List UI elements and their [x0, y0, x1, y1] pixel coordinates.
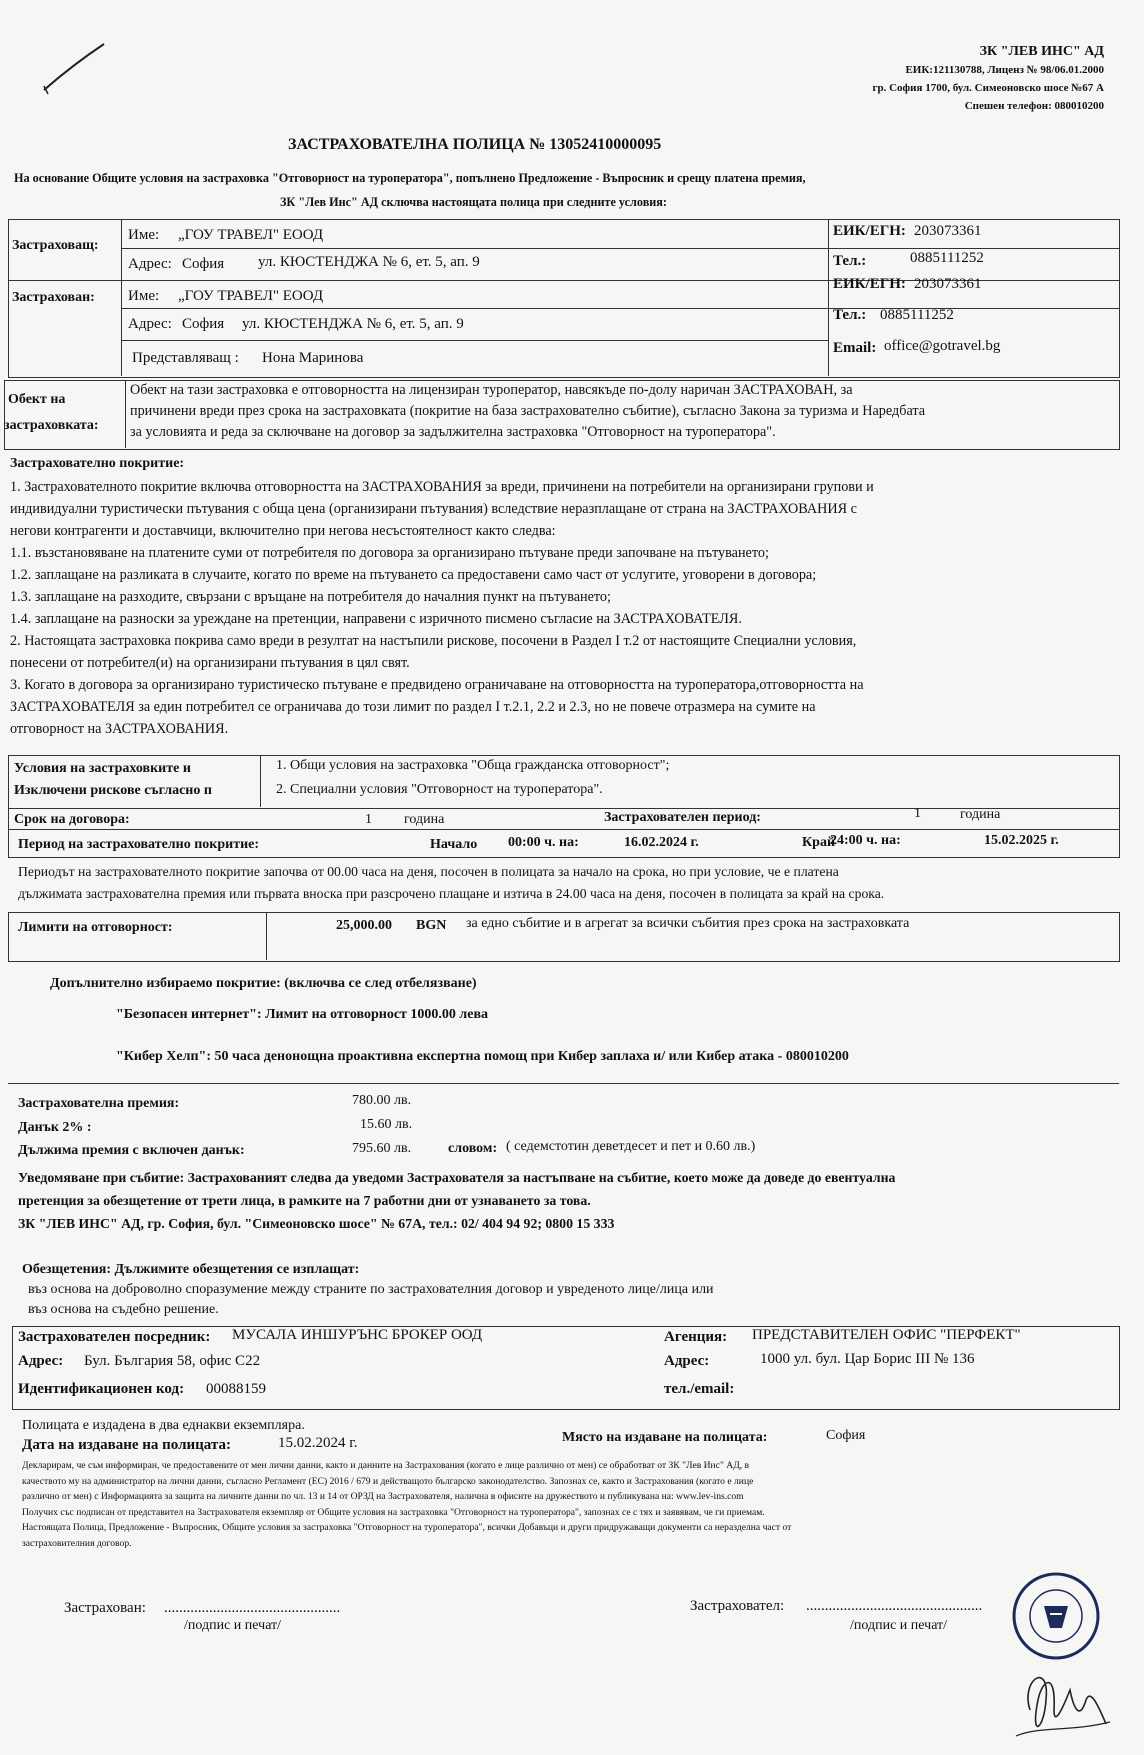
handwritten-signature — [1010, 1640, 1120, 1750]
intro-line-1: На основание Общите условия на застраховка "Отговорност на туроператора", попълнено Предложение - Въпросник и срещу платена премия, — [14, 171, 806, 185]
insured-signature-caption: /подпис и печат/ — [184, 1618, 282, 1633]
due-label: Дължима премия с включен данък: — [18, 1143, 245, 1158]
declaration-line: Декларирам, че съм информиран, че предоставените от мен лични данни, както и данните на Застрахования (когато е лице различно от мен) се обработват от ЗК "Лев Инс" АД, в — [22, 1460, 750, 1471]
insurer-address-street: ул. КЮСТЕНДЖА № 6, ет. 5, ап. 9 — [258, 254, 480, 270]
contract-term-value: 1 — [365, 812, 372, 827]
conditions-label-2: Изключени рискове съгласно п — [14, 783, 212, 798]
company-phone: Спешен телефон: 080010200 — [964, 100, 1104, 112]
company-address: гр. София 1700, бул. Симеоновско шосе №67 А — [872, 82, 1104, 94]
insured-name-label: Име: — [128, 288, 160, 304]
insured-email: office@gotravel.bg — [884, 338, 1001, 354]
broker-address-label: Адрес: — [18, 1353, 64, 1369]
issue-place: София — [826, 1428, 866, 1443]
insurer-signature-dots: ............................................... — [806, 1598, 983, 1614]
insured-tel: 0885111252 — [880, 307, 954, 323]
insured-name: „ГОУ ТРАВЕЛ" ЕООД — [178, 288, 324, 304]
agency-name: ПРЕДСТАВИТЕЛЕН ОФИС "ПЕРФЕКТ" — [752, 1327, 1021, 1343]
agency-label: Агенция: — [664, 1329, 728, 1345]
compensation-line-2: въз основа на съдебно решение. — [28, 1302, 219, 1317]
coverage-line: 1.3. заплащане на разходите, свързани с връщане на потребителя до началния пункт на пътуването; — [10, 589, 611, 605]
premium-value: 780.00 лв. — [352, 1093, 412, 1108]
due-value: 795.60 лв. — [352, 1141, 412, 1156]
declaration-text — [22, 1458, 791, 1551]
insurance-period-label: Застрахователен период: — [604, 810, 761, 825]
insurer-tel: 0885111252 — [910, 250, 984, 266]
compensation-line-1: въз основа на доброволно споразумение между страните по застрахователния договор и увреденото лице/лица или — [28, 1282, 714, 1297]
issue-place-label: Място на издаване на полицата: — [562, 1430, 768, 1445]
conditions-item-2: 2. Специални условия "Отговорност на туроператора". — [276, 782, 603, 797]
issue-date: 15.02.2024 г. — [278, 1435, 358, 1451]
coverage-line: отговорност на ЗАСТРАХОВАНИЯ. — [10, 721, 229, 737]
start-label: Начало — [430, 837, 478, 852]
object-line-2: причинени вреди през срока на застраховката (покритие на база застрахователно събитие), съгласно Закона за туризма и Наредбата — [130, 403, 926, 419]
insurer-tel-label: Тел.: — [833, 253, 867, 269]
issue-copies: Полицата е издадена в два еднакви екземпляра. — [22, 1418, 305, 1433]
intro-line-2: ЗК "Лев Инс" АД сключва настоящата полица при следните условия: — [280, 195, 667, 209]
coverage-line: 1.2. заплащане на разликата в случаите, когато по време на пътуването са предоставени само част от услугите, уговорени в договора; — [10, 567, 817, 583]
insurer-eik: 203073361 — [914, 223, 982, 239]
company-reg: ЕИК:121130788, Лиценз № 98/06.01.2000 — [905, 64, 1104, 76]
limits-label: Лимити на отговорност: — [18, 920, 173, 935]
notice-line-3: ЗК "ЛЕВ ИНС" АД, гр. София, бул. "Симеоновско шосе" № 67А, тел.: 02/ 404 94 92; 0800 15 333 — [18, 1216, 615, 1231]
object-line-3: за условията и реда за сключване на договор за задължителна застраховка "Отговорност на туроператора". — [130, 424, 776, 440]
limits-amount: 25,000.00 — [336, 918, 392, 933]
premium-label: Застрахователна премия: — [18, 1096, 180, 1111]
coverage-line: 1.1. възстановяване на платените суми от потребителя по договора за организирано пътуване преди започване на пътуването; — [10, 545, 769, 561]
cover-period-label: Период на застрахователно покритие: — [18, 837, 260, 852]
end-label: Край — [802, 835, 836, 850]
notice-line-2: претенция за обезщетение от трети лица, в рамките на 7 работни дни от узнаването за това. — [18, 1193, 591, 1208]
conditions-label-1: Условия на застраховките и — [14, 761, 191, 776]
coverage-line: негови контрагенти и доставчици, включително при негова несъстоятелност както следва: — [10, 523, 556, 539]
end-time: 24:00 ч. на: — [830, 833, 901, 848]
company-name: ЗК "ЛЕВ ИНС" АД — [979, 44, 1104, 59]
contract-term-unit: година — [404, 812, 445, 827]
agency-contact-label: тел./email: — [664, 1381, 735, 1397]
limits-currency: BGN — [416, 918, 447, 933]
broker-id: 00088159 — [206, 1381, 266, 1397]
insurer-signature-caption: /подпис и печат/ — [850, 1618, 948, 1633]
coverage-line: индивидуални туристически пътувания с обща цена (организирани пътувания) вследствие неразплащане от страна на ЗАСТРАХОВАНИЯ с — [10, 501, 857, 517]
insurer-name-label: Име: — [128, 227, 160, 243]
start-date: 16.02.2024 г. — [624, 835, 699, 850]
broker-label: Застрахователен посредник: — [18, 1329, 211, 1345]
additional-cyber: "Кибер Хелп": 50 часа денонощна проактивна експертна помощ при Кибер заплаха и/ или Кибер атака - 080010200 — [116, 1049, 849, 1064]
declaration-line: качеството му на администратор на лични данни, съгласно Регламент (ЕС) 2016 / 679 и действащото българско законодателство. Запознах се, както и Застрахования (когато е лице — [22, 1475, 754, 1487]
broker-address: Бул. България 58, офис С22 — [84, 1353, 261, 1369]
coverage-line: 1. Застрахователното покритие включва отговорността на ЗАСТРАХОВАНИЯ за вреди, причинени на потребители на организирани групови и — [10, 479, 874, 495]
declaration-line: различно от мен) с Информацията за защита на личните данни по чл. 13 и 14 от ОРЗД на Застрахователя, налична в офисите на дружеството и публикувана на: www.lev-ins.com — [22, 1491, 744, 1502]
insured-address-city: София — [182, 316, 225, 332]
additional-internet: "Безопасен интернет": Лимит на отговорност 1000.00 лева — [116, 1007, 489, 1022]
declaration-line: Настоящата Полица, Предложение - Въпросник, Общите условия за застраховка "Отговорност на туроператора", всички Добавъци и други придружаващи документи са неразделна част от — [22, 1522, 792, 1533]
declaration-line: Получих със подписан от представител на Застрахователя екземпляр от Общите условия на застраховка "Отговорност на туроператора", запознах се с тях и заявявам, че ги приемам. — [22, 1506, 765, 1518]
coverage-line: ЗАСТРАХОВАТЕЛЯ за един потребител се ограничава до този лимит по раздел I т.2.1, 2.2 и 2.3, но не повече отразмера на сумите на — [10, 699, 816, 715]
insured-signature-label: Застрахован: — [64, 1600, 146, 1616]
cover-note-2: дължимата застрахователна премия или първата вноска при разсрочено плащане и изтича в 24.00 часа на деня, посочен в полицата за край на срока. — [18, 886, 885, 901]
tax-label: Данък 2% : — [18, 1120, 92, 1135]
start-time: 00:00 ч. на: — [508, 835, 579, 850]
agency-address: 1000 ул. бул. Цар Борис III № 136 — [760, 1351, 975, 1367]
insured-email-label: Email: — [833, 340, 877, 356]
insured-label: Застрахован: — [12, 290, 95, 305]
insured-signature-dots: ............................................... — [164, 1600, 341, 1616]
broker-name: МУСАЛА ИНШУРЪНС БРОКЕР ООД — [232, 1327, 483, 1343]
coverage-line: 2. Настоящата застраховка покрива само вреди в резултат на настъпили рискове, посочени в Раздел I т.2 от настоящите Специални условия, — [10, 633, 857, 649]
object-label-2: застраховката: — [4, 418, 99, 433]
tax-value: 15.60 лв. — [360, 1117, 413, 1132]
insured-tel-label: Тел.: — [833, 307, 867, 323]
insurance-period-unit: година — [960, 807, 1001, 822]
words-label: словом: — [448, 1141, 498, 1156]
coverage-line: 1.4. заплащане на разноски за уреждане на претенции, направени с изричното писмено съгласие на ЗАСТРАХОВАТЕЛЯ. — [10, 611, 742, 627]
coverage-heading: Застрахователно покритие: — [10, 456, 185, 471]
declaration-line: застраховителния договор. — [22, 1537, 132, 1549]
compensation-heading: Обезщетения: Дължимите обезщетения се изплащат: — [22, 1262, 360, 1277]
insurer-address-city: София — [182, 256, 225, 272]
contract-term-label: Срок на договора: — [14, 812, 130, 827]
policy-title: ЗАСТРАХОВАТЕЛНА ПОЛИЦА № 13052410000095 — [288, 136, 662, 153]
insurer-address-label: Адрес: — [128, 256, 172, 272]
notice-line-1: Уведомяване при събитие: Застрахованият следва да уведоми Застрахователя за настъпване на събитие, което може да доведе до евентуална — [18, 1170, 896, 1185]
insurer-signature-label: Застраховател: — [690, 1598, 785, 1614]
cover-note-1: Периодът на застрахователното покритие започва от 00.00 часа на деня, посочен в полицата за начало на срока, но при условие, че е платена — [18, 864, 839, 879]
end-date: 15.02.2025 г. — [984, 833, 1059, 848]
conditions-item-1: 1. Общи условия на застраховка "Обща гражданска отговорност"; — [276, 758, 670, 773]
insurer-label: Застраховащ: — [12, 238, 99, 253]
limits-text: за едно събитие и в агрегат за всички събития през срока на застраховката — [466, 916, 910, 931]
issue-date-label: Дата на издаване на полицата: — [22, 1437, 231, 1453]
insurance-period-value: 1 — [914, 806, 921, 821]
insurer-name: „ГОУ ТРАВЕЛ" ЕООД — [178, 227, 324, 243]
insured-rep-label: Представляващ : — [132, 350, 239, 366]
coverage-line: понесени от потребител(и) на организирани пътувания в цял свят. — [10, 655, 410, 671]
agency-address-label: Адрес: — [664, 1353, 710, 1369]
insurer-eik-label: ЕИК/ЕГН: — [833, 223, 906, 239]
insured-rep: Нона Маринова — [262, 350, 364, 366]
coverage-line: 3. Когато в договора за организирано туристическо пътуване е предвидено ограничаване на отговорността на туроператора,отговорността на — [10, 677, 864, 693]
additional-heading: Допълнително избираемо покритие: (включва се след отбелязване) — [50, 976, 477, 991]
insured-address-label: Адрес: — [128, 316, 172, 332]
coverage-text — [10, 476, 874, 740]
insured-eik: 203073361 — [914, 276, 982, 292]
insured-address-street: ул. КЮСТЕНДЖА № 6, ет. 5, ап. 9 — [242, 316, 464, 332]
object-label-1: Обект на — [8, 392, 66, 407]
pen-mark — [40, 38, 110, 98]
insured-eik-label: ЕИК/ЕГН: — [833, 276, 906, 292]
object-line-1: Обект на тази застраховка е отговорността на лицензиран туроператор, навсякъде по-долу наричан ЗАСТРАХОВАН, за — [130, 382, 853, 398]
words-value: ( седемстотин деветдесет и пет и 0.60 лв.) — [506, 1139, 756, 1154]
broker-id-label: Идентификационен код: — [18, 1381, 185, 1397]
